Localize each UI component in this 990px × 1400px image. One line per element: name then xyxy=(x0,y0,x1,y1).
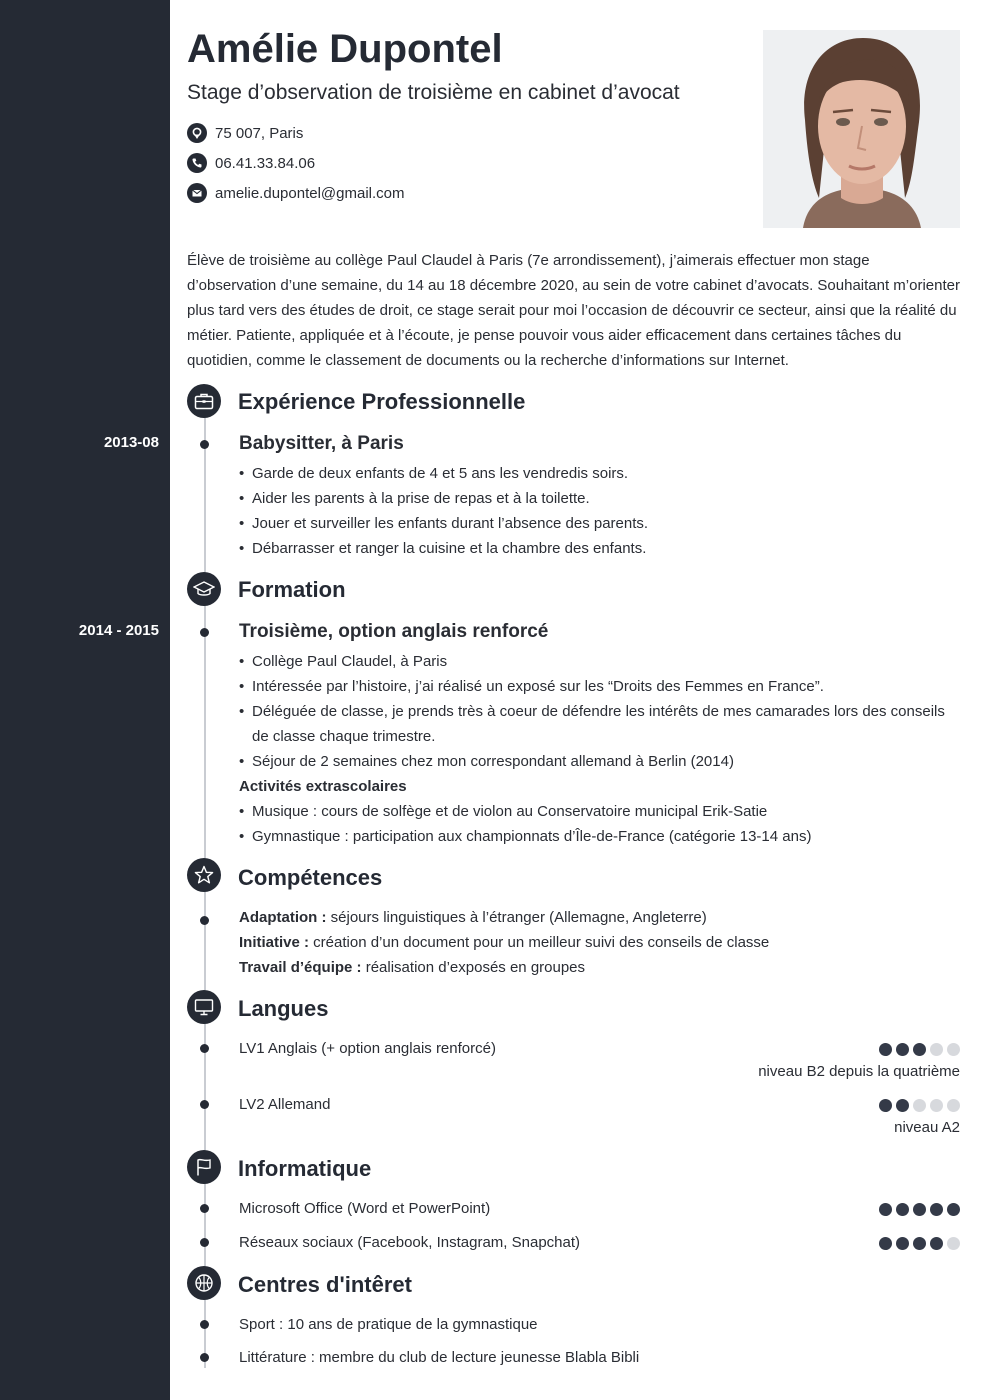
section-title-education: Formation xyxy=(238,577,346,602)
language-rating xyxy=(879,1099,960,1112)
list-item: • Garde de deux enfants de 4 et 5 ans les vendredis soirs. xyxy=(239,461,959,486)
list-item: • Séjour de 2 semaines chez mon correspondant allemand à Berlin (2014) xyxy=(239,749,959,774)
contact-email xyxy=(187,183,405,203)
interest-item: Littérature : membre du club de lecture jeunesse Blabla Bibli xyxy=(239,1349,640,1366)
software-rating xyxy=(879,1203,960,1216)
candidate-name: Amélie Dupontel xyxy=(187,27,503,71)
rating-dot-empty xyxy=(947,1237,960,1250)
sidebar xyxy=(0,0,170,1400)
timeline-dot xyxy=(200,916,209,925)
software-name: Microsoft Office (Word et PowerPoint) xyxy=(239,1200,491,1217)
graduation-cap-icon xyxy=(187,572,221,606)
basketball-icon xyxy=(187,1266,221,1300)
profile-summary: Élève de troisième au collège Paul Claudel à Paris (7e arrondissement), j’aimerais effectuer mon stage d’observation d’une semaine, du 14 au 18 décembre 2020, au sein de votre cabinet d’avocats. Souhaitant m’orienter plus tard vers des études de droit, ce stage serait pour moi l’occasion de découvrir ce secteur, ainsi que la réalité du métier. Patiente, appliquée et à l’écoute, je pense pouvoir vous aider efficacement dans certaines tâches du quotidien, comme le classement de documents ou la recherche d’informations sur Internet. xyxy=(187,252,960,369)
list-item: • Jouer et surveiller les enfants durant l’absence des parents. xyxy=(239,511,959,536)
language-level-note: niveau A2 xyxy=(894,1119,960,1136)
skill-item: Travail d’équipe : réalisation d’exposés en groupes xyxy=(239,959,586,976)
section-title-experience: Expérience Professionnelle xyxy=(238,389,526,414)
timeline-dot xyxy=(200,1353,209,1362)
section-title-languages: Langues xyxy=(238,996,329,1021)
list-item: • Aider les parents à la prise de repas et à la toilette. xyxy=(239,486,959,511)
education-bullets xyxy=(239,649,959,774)
rating-dot-empty xyxy=(947,1043,960,1056)
phone-text[interactable]: 06.41.33.84.06 xyxy=(215,154,316,172)
degree-title: Troisième, option anglais renforcé xyxy=(239,621,549,642)
list-item: • Gymnastique : participation aux championnats d’Île-de-France (catégorie 13-14 ans) xyxy=(239,824,959,849)
extracurricular-bullets xyxy=(239,799,959,849)
timeline-dot xyxy=(200,440,209,449)
star-icon xyxy=(187,858,221,892)
rating-dot-filled xyxy=(913,1203,926,1216)
rating-dot-empty xyxy=(947,1099,960,1112)
phone-icon xyxy=(187,153,207,173)
skill-item: Initiative : création d’un document pour un meilleur suivi des conseils de classe xyxy=(239,934,770,951)
skill-item: Adaptation : séjours linguistiques à l’étranger (Allemagne, Angleterre) xyxy=(239,909,707,926)
education-date: 2014 - 2015 xyxy=(78,622,159,639)
job-title: Babysitter, à Paris xyxy=(239,433,404,454)
timeline-dot xyxy=(200,1204,209,1213)
section-title-skills: Compétences xyxy=(238,865,383,890)
timeline-dot xyxy=(200,1044,209,1053)
envelope-icon xyxy=(187,183,207,203)
timeline-dot xyxy=(200,1320,209,1329)
extracurricular-heading: Activités extrascolaires xyxy=(239,778,407,795)
timeline-dot xyxy=(200,1238,209,1247)
rating-dot-filled xyxy=(947,1203,960,1216)
rating-dot-filled xyxy=(879,1043,892,1056)
section-title-computing: Informatique xyxy=(238,1156,372,1181)
software-rating xyxy=(879,1237,960,1250)
language-rating xyxy=(879,1043,960,1056)
list-item: • Musique : cours de solfège et de violon au Conservatoire municipal Erik-Satie xyxy=(239,799,959,824)
list-item: • Déléguée de classe, je prends très à coeur de défendre les intérêts de mes camarades lors des conseils de classe chaque trimestre. xyxy=(239,699,959,749)
language-name: LV1 Anglais (+ option anglais renforcé) xyxy=(239,1040,496,1057)
timeline-dot xyxy=(200,628,209,637)
experience-bullets xyxy=(239,461,959,561)
address-text: 75 007, Paris xyxy=(215,124,304,142)
rating-dot-filled xyxy=(896,1099,909,1112)
rating-dot-filled xyxy=(913,1237,926,1250)
email-text[interactable]: amelie.dupontel@gmail.com xyxy=(215,184,405,202)
list-item: • Intéressée par l’histoire, j’ai réalisé un exposé sur les “Droits des Femmes en France”. xyxy=(239,674,959,699)
software-name: Réseaux sociaux (Facebook, Instagram, Snapchat) xyxy=(239,1234,581,1251)
list-item: • Collège Paul Claudel, à Paris xyxy=(239,649,959,674)
rating-dot-filled xyxy=(896,1203,909,1216)
monitor-icon xyxy=(187,990,221,1024)
rating-dot-empty xyxy=(930,1043,943,1056)
section-title-interests: Centres d'intêret xyxy=(238,1272,412,1297)
location-pin-icon xyxy=(187,123,207,143)
rating-dot-filled xyxy=(930,1237,943,1250)
timeline-dot xyxy=(200,1100,209,1109)
interest-item: Sport : 10 ans de pratique de la gymnastique xyxy=(239,1316,538,1333)
rating-dot-empty xyxy=(913,1099,926,1112)
language-name: LV2 Allemand xyxy=(239,1096,331,1113)
contact-address xyxy=(187,123,303,143)
rating-dot-filled xyxy=(879,1203,892,1216)
rating-dot-filled xyxy=(879,1237,892,1250)
rating-dot-filled xyxy=(896,1043,909,1056)
list-item: • Débarrasser et ranger la cuisine et la chambre des enfants. xyxy=(239,536,959,561)
rating-dot-empty xyxy=(930,1099,943,1112)
experience-date: 2013-08 xyxy=(103,434,159,451)
briefcase-icon xyxy=(187,384,221,418)
rating-dot-filled xyxy=(913,1043,926,1056)
profile-photo xyxy=(763,30,960,228)
rating-dot-filled xyxy=(879,1099,892,1112)
rating-dot-filled xyxy=(896,1237,909,1250)
flag-icon xyxy=(187,1150,221,1184)
rating-dot-filled xyxy=(930,1203,943,1216)
language-level-note: niveau B2 depuis la quatrième xyxy=(758,1063,960,1080)
contact-phone xyxy=(187,153,315,173)
job-objective: Stage d’observation de troisième en cabinet d’avocat xyxy=(187,81,680,104)
